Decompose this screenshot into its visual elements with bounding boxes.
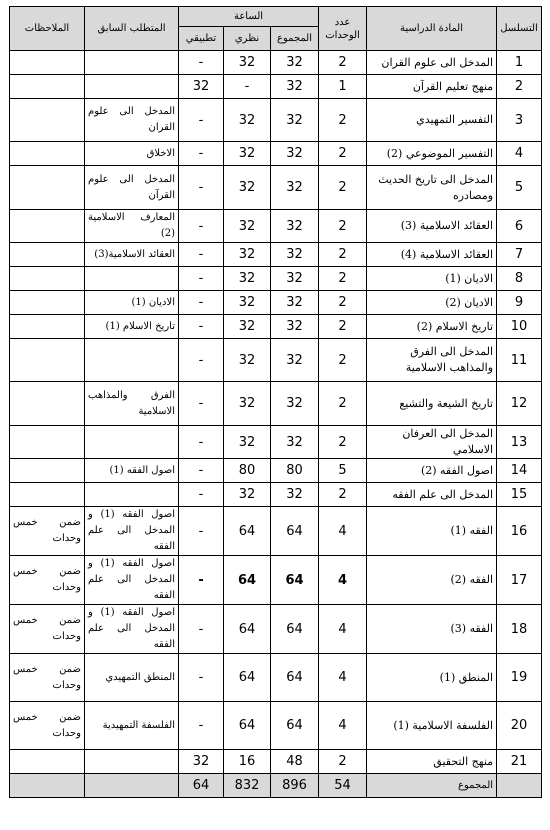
- cell-theory: 64: [224, 654, 271, 702]
- cell-subject: الفقه (1): [367, 507, 497, 556]
- cell-subject: التفسير التمهيدي: [367, 99, 497, 142]
- cell-seq: 9: [497, 291, 542, 315]
- cell-seq: 7: [497, 243, 542, 267]
- cell-seq: 16: [497, 507, 542, 556]
- cell-total: 64: [271, 507, 319, 556]
- cell-theory: 32: [224, 382, 271, 426]
- table-row: [10, 459, 542, 483]
- total-prereq: [85, 774, 179, 798]
- cell-seq: 6: [497, 210, 542, 243]
- cell-notes: ضمن خمس وحدات: [10, 702, 85, 750]
- cell-notes: [10, 267, 85, 291]
- cell-subject: الاديان (1): [367, 267, 497, 291]
- cell-theory: 64: [224, 556, 271, 605]
- cell-prereq: الاخلاق: [85, 142, 179, 166]
- cell-subject: تاريخ الشيعة والتشيع: [367, 382, 497, 426]
- table-row: [10, 382, 542, 426]
- cell-total: 32: [271, 267, 319, 291]
- cell-theory: 32: [224, 315, 271, 339]
- cell-units: 1: [319, 75, 367, 99]
- cell-units: 2: [319, 142, 367, 166]
- total-theory: 832: [224, 774, 271, 798]
- table-row: [10, 507, 542, 556]
- table-row: [10, 243, 542, 267]
- cell-theory: 32: [224, 51, 271, 75]
- cell-notes: [10, 339, 85, 382]
- header-subject: المادة الدراسية: [367, 7, 497, 51]
- table-header: [10, 7, 542, 51]
- cell-total: 32: [271, 426, 319, 459]
- cell-theory: 64: [224, 702, 271, 750]
- cell-total: 32: [271, 315, 319, 339]
- cell-total: 32: [271, 142, 319, 166]
- cell-prereq: اصول الفقه (1) و المدخل الى علم الفقه: [85, 507, 179, 556]
- cell-practical: -: [179, 210, 224, 243]
- total-seq: [497, 774, 542, 798]
- cell-subject: المدخل الى الفرق والمذاهب الاسلامية: [367, 339, 497, 382]
- cell-total: 32: [271, 166, 319, 210]
- cell-practical: -: [179, 99, 224, 142]
- cell-total: 32: [271, 75, 319, 99]
- cell-units: 4: [319, 702, 367, 750]
- cell-practical: -: [179, 142, 224, 166]
- cell-prereq: [85, 339, 179, 382]
- cell-subject: اصول الفقه (2): [367, 459, 497, 483]
- cell-theory: 32: [224, 99, 271, 142]
- cell-units: 2: [319, 339, 367, 382]
- cell-subject: منهج تعليم القرآن: [367, 75, 497, 99]
- table-row: [10, 654, 542, 702]
- cell-seq: 4: [497, 142, 542, 166]
- total-hours: 896: [271, 774, 319, 798]
- cell-total: 64: [271, 556, 319, 605]
- cell-units: 4: [319, 605, 367, 654]
- table-row: [10, 426, 542, 459]
- total-practical: 64: [179, 774, 224, 798]
- cell-total: 32: [271, 99, 319, 142]
- cell-subject: المدخل الى تاريخ الحديث ومصادره: [367, 166, 497, 210]
- cell-prereq: المدخل الى علوم القرآن: [85, 166, 179, 210]
- cell-theory: 16: [224, 750, 271, 774]
- cell-units: 2: [319, 382, 367, 426]
- total-label: المجموع: [367, 774, 497, 798]
- cell-subject: منهج التحقيق: [367, 750, 497, 774]
- cell-prereq: [85, 750, 179, 774]
- header-units: عدد الوحدات: [319, 7, 367, 51]
- cell-theory: -: [224, 75, 271, 99]
- cell-subject: الفقه (2): [367, 556, 497, 605]
- cell-practical: -: [179, 243, 224, 267]
- cell-notes: ضمن خمس وحدات: [10, 654, 85, 702]
- cell-subject: تاريخ الاسلام (2): [367, 315, 497, 339]
- cell-practical: 32: [179, 75, 224, 99]
- cell-seq: 20: [497, 702, 542, 750]
- table-row: [10, 99, 542, 142]
- cell-practical: -: [179, 382, 224, 426]
- cell-units: 2: [319, 291, 367, 315]
- cell-total: 64: [271, 605, 319, 654]
- cell-prereq: [85, 483, 179, 507]
- header-theory: نظري: [224, 27, 271, 51]
- cell-seq: 19: [497, 654, 542, 702]
- cell-prereq: العقائد الاسلامية(3): [85, 243, 179, 267]
- cell-theory: 32: [224, 483, 271, 507]
- cell-total: 64: [271, 702, 319, 750]
- cell-total: 32: [271, 483, 319, 507]
- cell-subject: المدخل الى علم الفقه: [367, 483, 497, 507]
- curriculum-table: [9, 6, 542, 798]
- table-row: [10, 702, 542, 750]
- total-units: 54: [319, 774, 367, 798]
- cell-notes: ضمن خمس وحدات: [10, 556, 85, 605]
- table-row: [10, 315, 542, 339]
- header-notes: الملاحظات: [10, 7, 85, 51]
- header-practical: تطبيقي: [179, 27, 224, 51]
- cell-practical: -: [179, 507, 224, 556]
- cell-theory: 32: [224, 267, 271, 291]
- table-row: [10, 605, 542, 654]
- cell-theory: 64: [224, 605, 271, 654]
- cell-seq: 10: [497, 315, 542, 339]
- cell-seq: 5: [497, 166, 542, 210]
- cell-prereq: الفرق والمذاهب الاسلامية: [85, 382, 179, 426]
- cell-notes: [10, 243, 85, 267]
- cell-prereq: [85, 267, 179, 291]
- cell-total: 64: [271, 654, 319, 702]
- cell-total: 32: [271, 210, 319, 243]
- cell-units: 2: [319, 210, 367, 243]
- cell-theory: 32: [224, 243, 271, 267]
- cell-notes: [10, 166, 85, 210]
- header-total: المجموع: [271, 27, 319, 51]
- cell-notes: [10, 142, 85, 166]
- cell-practical: -: [179, 702, 224, 750]
- cell-notes: [10, 99, 85, 142]
- table-row: [10, 556, 542, 605]
- header-seq: التسلسل: [497, 7, 542, 51]
- cell-seq: 17: [497, 556, 542, 605]
- cell-seq: 14: [497, 459, 542, 483]
- cell-notes: ضمن خمس وحدات: [10, 605, 85, 654]
- cell-units: 2: [319, 51, 367, 75]
- cell-seq: 15: [497, 483, 542, 507]
- cell-notes: [10, 459, 85, 483]
- cell-seq: 21: [497, 750, 542, 774]
- cell-subject: التفسير الموضوعي (2): [367, 142, 497, 166]
- cell-units: 2: [319, 483, 367, 507]
- cell-practical: -: [179, 556, 224, 605]
- table-body: [10, 51, 542, 798]
- table-row: [10, 339, 542, 382]
- cell-theory: 32: [224, 142, 271, 166]
- cell-notes: [10, 51, 85, 75]
- header-hours: الساعة: [179, 7, 319, 27]
- cell-units: 2: [319, 243, 367, 267]
- cell-theory: 80: [224, 459, 271, 483]
- header-prereq: المتطلب السابق: [85, 7, 179, 51]
- cell-subject: المنطق (1): [367, 654, 497, 702]
- cell-subject: المدخل الى علوم القران: [367, 51, 497, 75]
- table-row: [10, 291, 542, 315]
- cell-notes: [10, 315, 85, 339]
- cell-units: 4: [319, 556, 367, 605]
- cell-prereq: [85, 75, 179, 99]
- cell-units: 4: [319, 507, 367, 556]
- cell-subject: المدخل الى العرفان الاسلامي: [367, 426, 497, 459]
- cell-practical: -: [179, 605, 224, 654]
- cell-subject: الفقه (3): [367, 605, 497, 654]
- cell-subject: الاديان (2): [367, 291, 497, 315]
- table-row: [10, 142, 542, 166]
- cell-seq: 8: [497, 267, 542, 291]
- cell-units: 2: [319, 426, 367, 459]
- cell-practical: -: [179, 339, 224, 382]
- cell-practical: -: [179, 291, 224, 315]
- cell-prereq: تاريخ الاسلام (1): [85, 315, 179, 339]
- cell-practical: -: [179, 483, 224, 507]
- cell-prereq: المنطق التمهيدي: [85, 654, 179, 702]
- cell-subject: العقائد الاسلامية (3): [367, 210, 497, 243]
- cell-total: 32: [271, 339, 319, 382]
- cell-seq: 3: [497, 99, 542, 142]
- cell-practical: -: [179, 166, 224, 210]
- cell-prereq: المدخل الى علوم القران: [85, 99, 179, 142]
- cell-total: 32: [271, 51, 319, 75]
- cell-total: 80: [271, 459, 319, 483]
- table-row: [10, 267, 542, 291]
- cell-prereq: المعارف الاسلامية (2): [85, 210, 179, 243]
- cell-prereq: [85, 426, 179, 459]
- cell-seq: 13: [497, 426, 542, 459]
- cell-prereq: الاديان (1): [85, 291, 179, 315]
- cell-notes: [10, 426, 85, 459]
- cell-seq: 11: [497, 339, 542, 382]
- cell-practical: -: [179, 654, 224, 702]
- table-row: [10, 483, 542, 507]
- cell-notes: [10, 483, 85, 507]
- cell-notes: [10, 382, 85, 426]
- cell-seq: 2: [497, 75, 542, 99]
- cell-theory: 32: [224, 210, 271, 243]
- cell-prereq: الفلسفة التمهيدية: [85, 702, 179, 750]
- table-row: [10, 166, 542, 210]
- cell-notes: [10, 291, 85, 315]
- cell-seq: 1: [497, 51, 542, 75]
- total-notes: [10, 774, 85, 798]
- cell-units: 2: [319, 166, 367, 210]
- cell-seq: 18: [497, 605, 542, 654]
- cell-seq: 12: [497, 382, 542, 426]
- cell-theory: 32: [224, 166, 271, 210]
- cell-units: 2: [319, 315, 367, 339]
- totals-row: [10, 774, 542, 798]
- cell-units: 2: [319, 750, 367, 774]
- cell-theory: 32: [224, 291, 271, 315]
- cell-notes: [10, 75, 85, 99]
- cell-practical: 32: [179, 750, 224, 774]
- cell-total: 32: [271, 243, 319, 267]
- cell-theory: 32: [224, 339, 271, 382]
- cell-practical: -: [179, 51, 224, 75]
- cell-subject: العقائد الاسلامية (4): [367, 243, 497, 267]
- cell-notes: ضمن خمس وحدات: [10, 507, 85, 556]
- table-row: [10, 750, 542, 774]
- cell-total: 48: [271, 750, 319, 774]
- cell-practical: -: [179, 426, 224, 459]
- table-row: [10, 210, 542, 243]
- table-row: [10, 51, 542, 75]
- cell-practical: -: [179, 315, 224, 339]
- cell-notes: [10, 750, 85, 774]
- cell-prereq: اصول الفقه (1): [85, 459, 179, 483]
- cell-practical: -: [179, 459, 224, 483]
- cell-units: 2: [319, 267, 367, 291]
- cell-units: 5: [319, 459, 367, 483]
- cell-practical: -: [179, 267, 224, 291]
- cell-prereq: [85, 51, 179, 75]
- cell-notes: [10, 210, 85, 243]
- cell-theory: 32: [224, 426, 271, 459]
- cell-units: 4: [319, 654, 367, 702]
- cell-total: 32: [271, 382, 319, 426]
- cell-prereq: اصول الفقه (1) و المدخل الى علم الفقه: [85, 605, 179, 654]
- cell-theory: 64: [224, 507, 271, 556]
- cell-total: 32: [271, 291, 319, 315]
- table-row: [10, 75, 542, 99]
- cell-subject: الفلسفة الاسلامية (1): [367, 702, 497, 750]
- cell-units: 2: [319, 99, 367, 142]
- cell-prereq: اصول الفقه (1) و المدخل الى علم الفقه: [85, 556, 179, 605]
